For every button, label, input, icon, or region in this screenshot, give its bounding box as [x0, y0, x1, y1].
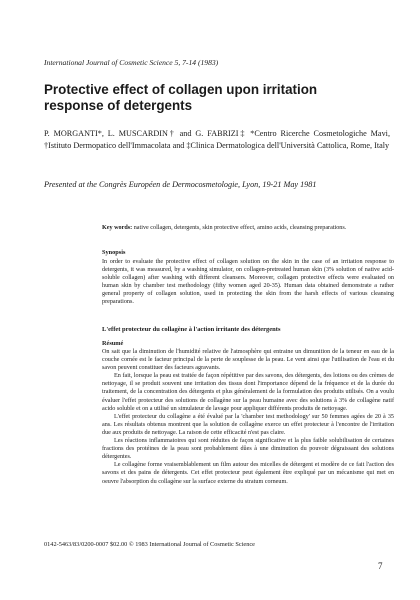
resume-body	[102, 348, 394, 486]
french-section-title: L'effet protecteur du collagène à l'action irritante des détergents	[102, 326, 281, 333]
presented-note: Presented at the Congrès Européen de Dermocosmetologie, Lyon, 19-21 May 1981	[44, 180, 317, 189]
synopsis-text: In order to evaluate the protective effect of collagen solution on the skin in the case of an irritation response to detergents, it was measured, by a washing simulator, on collagen-pretreated human skin (3% solution of native acid-soluble collagen) after washing with different cleansers. Moreover, collagen protective effects were evaluated on human skin by chamber test methodology (fifty women aged 20-35). Human data obtained demonstrate a rather general property of collagen solution, used in protecting the skin from the harsh effects of various cleansing preparations.	[102, 259, 394, 306]
author-affiliations: P. MORGANTI*, L. MUSCARDIN† and G. FABRIZI‡ *Centro Ricerche Cosmetologiche Mavi, †Istituto Dermopatico dell'Immacolata and ‡Clinica Dermatologica dell'Università Cattolica, Rome, Italy	[44, 129, 390, 150]
resume-heading: Résumé	[102, 340, 124, 347]
resume-paragraph: Le collagène forme vraisemblablement un film autour des micelles de détergent et modère de ce fait l'action des savons et des pains de détergents. Cet effet protecteur peut également être expliqué par un mécanisme qui met en oeuvre l'absorption du collagène sur la surface externe du stratum corneum.	[102, 462, 394, 485]
journal-citation: International Journal of Cosmetic Science 5, 7-14 (1983)	[44, 58, 219, 67]
resume-paragraph: En fait, lorsque la peau est traitée de façon répétitive par des savons, des détergents, des lotions ou des crèmes de nettoyage, il se produit souvent une irritation des tissus dont l'importance dépend de la fréquence et de la durée du traitement, de la concentration des détergents et plus généralement de la formulation des produits utilisés. On a voulu évaluer l'effet protecteur des solutions de collagène sur la peau humaine avec des solutions à 3% de collagène natif acido soluble et on a utilisé un simulateur de lavage pour appliquer différents produits de nettoyage.	[102, 373, 394, 412]
keywords-label: Key words:	[102, 225, 133, 231]
page-number: 7	[378, 561, 383, 571]
copyright-footer: 0142-5463/83/0200-0007 $02.00 © 1983 International Journal of Cosmetic Science	[44, 541, 255, 548]
article-title: Protective effect of collagen upon irritation response of detergents	[44, 82, 318, 113]
keywords-block	[102, 224, 394, 232]
resume-paragraph: On sait que la diminution de l'humidité relative de l'atmosphère qui entraine un dimunition de la teneur en eau de la couche cornée est le facteur principal de la perte de souplesse de la peau. Le vent ainsi que l'utilisation de l'eau et du savon peuvent constituer des facteurs agravants.	[102, 349, 394, 372]
synopsis-heading: Synopsis	[102, 249, 126, 256]
resume-paragraph: Les réactions inflammatoires qui sont réduites de façon significative et la plus faible solubilisation de certaines fractions des protéines de la peau sont probablement dûes à une diminution du pouvoir dégraissant des solutions détergentes.	[102, 438, 394, 461]
resume-paragraph: L'effet protecteur du collagène a été évalué par la 'chamber test methodology' sur 50 femmes agées de 20 à 35 ans. Les résultats obtenus montrent que la solution de collagène exerce un effet protecteur à l'encontre de l'irritation due aux produits de nettoyage. La raison de cette efficacité n'est pas claire.	[102, 413, 394, 436]
keywords-text: native collagen, detergents, skin protective effect, amino acids, cleansing preparations.	[133, 225, 347, 231]
